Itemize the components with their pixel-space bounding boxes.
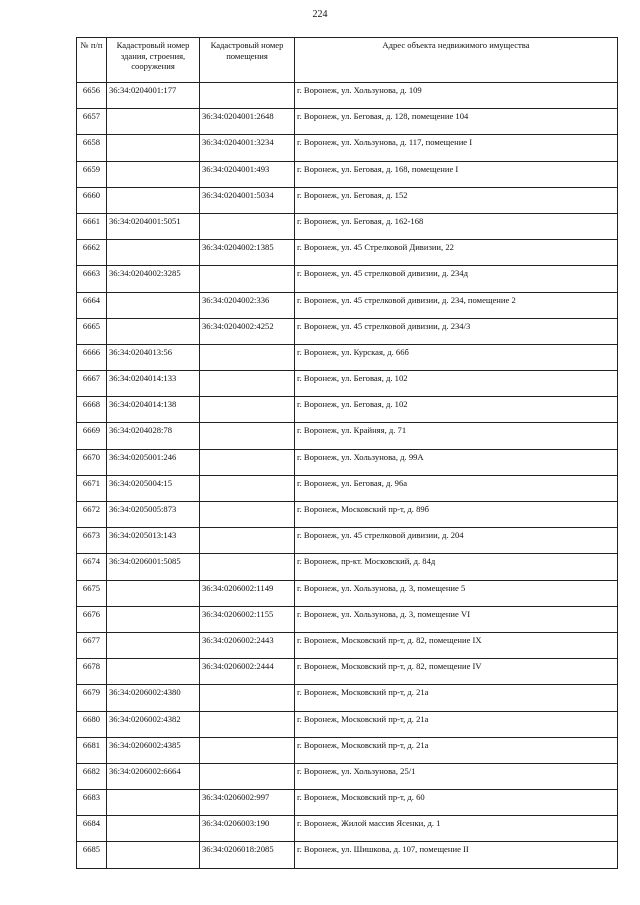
building-cadastral-cell bbox=[107, 632, 200, 658]
premise-cadastral-cell bbox=[200, 475, 295, 501]
premise-cadastral-cell bbox=[200, 737, 295, 763]
building-cadastral-cell: 36:34:0206002:4382 bbox=[107, 711, 200, 737]
table-row bbox=[77, 475, 618, 501]
premise-cadastral-cell bbox=[200, 554, 295, 580]
premise-cadastral-cell bbox=[200, 83, 295, 109]
address-cell: г. Воронеж, Московский пр-т, д. 82, помещение IX bbox=[295, 632, 618, 658]
building-cadastral-cell bbox=[107, 109, 200, 135]
row-number: 6683 bbox=[77, 790, 107, 816]
row-number: 6662 bbox=[77, 240, 107, 266]
table-row bbox=[77, 187, 618, 213]
building-cadastral-cell: 36:34:0204001:177 bbox=[107, 83, 200, 109]
table-row bbox=[77, 292, 618, 318]
address-cell: г. Воронеж, ул. Хользунова, д. 99А bbox=[295, 449, 618, 475]
row-number: 6666 bbox=[77, 344, 107, 370]
building-cadastral-cell bbox=[107, 161, 200, 187]
table-row bbox=[77, 397, 618, 423]
address-cell: г. Воронеж, ул. Шишкова, д. 107, помещение II bbox=[295, 842, 618, 868]
table-row bbox=[77, 318, 618, 344]
table-header-row bbox=[77, 38, 618, 83]
table-row bbox=[77, 213, 618, 239]
address-cell: г. Воронеж, ул. 45 стрелковой дивизии, д. 234, помещение 2 bbox=[295, 292, 618, 318]
premise-cadastral-cell: 36:34:0204001:2648 bbox=[200, 109, 295, 135]
table-row bbox=[77, 711, 618, 737]
table-row bbox=[77, 240, 618, 266]
address-cell: г. Воронеж, ул. Беговая, д. 168, помещение I bbox=[295, 161, 618, 187]
address-cell: г. Воронеж, ул. Беговая, д. 162-168 bbox=[295, 213, 618, 239]
building-cadastral-cell bbox=[107, 292, 200, 318]
premise-cadastral-cell: 36:34:0206002:997 bbox=[200, 790, 295, 816]
table-row bbox=[77, 135, 618, 161]
address-cell: г. Воронеж, ул. 45 Стрелковой Дивизии, 22 bbox=[295, 240, 618, 266]
header-number: № п/п bbox=[77, 38, 107, 83]
row-number: 6664 bbox=[77, 292, 107, 318]
row-number: 6670 bbox=[77, 449, 107, 475]
building-cadastral-cell bbox=[107, 580, 200, 606]
building-cadastral-cell bbox=[107, 606, 200, 632]
building-cadastral-cell: 36:34:0204014:133 bbox=[107, 371, 200, 397]
premise-cadastral-cell: 36:34:0206003:190 bbox=[200, 816, 295, 842]
building-cadastral-cell bbox=[107, 187, 200, 213]
table-row bbox=[77, 790, 618, 816]
building-cadastral-cell: 36:34:0204013:56 bbox=[107, 344, 200, 370]
property-registry-table bbox=[76, 37, 618, 869]
row-number: 6667 bbox=[77, 371, 107, 397]
table-row bbox=[77, 266, 618, 292]
row-number: 6663 bbox=[77, 266, 107, 292]
row-number: 6680 bbox=[77, 711, 107, 737]
table-row bbox=[77, 449, 618, 475]
address-cell: г. Воронеж, Жилой массив Ясенки, д. 1 bbox=[295, 816, 618, 842]
address-cell: г. Воронеж, пр-кт. Московский, д. 84д bbox=[295, 554, 618, 580]
building-cadastral-cell: 36:34:0204014:138 bbox=[107, 397, 200, 423]
table-row bbox=[77, 528, 618, 554]
row-number: 6678 bbox=[77, 659, 107, 685]
premise-cadastral-cell bbox=[200, 711, 295, 737]
building-cadastral-cell bbox=[107, 659, 200, 685]
row-number: 6671 bbox=[77, 475, 107, 501]
table-row bbox=[77, 737, 618, 763]
premise-cadastral-cell: 36:34:0204001:3234 bbox=[200, 135, 295, 161]
premise-cadastral-cell: 36:34:0204001:493 bbox=[200, 161, 295, 187]
row-number: 6674 bbox=[77, 554, 107, 580]
header-address: Адрес объекта недвижимого имущества bbox=[295, 38, 618, 83]
building-cadastral-cell bbox=[107, 318, 200, 344]
building-cadastral-cell bbox=[107, 790, 200, 816]
table-row bbox=[77, 816, 618, 842]
row-number: 6685 bbox=[77, 842, 107, 868]
page-number: 224 bbox=[312, 9, 328, 20]
row-number: 6675 bbox=[77, 580, 107, 606]
table-row bbox=[77, 763, 618, 789]
row-number: 6677 bbox=[77, 632, 107, 658]
row-number: 6676 bbox=[77, 606, 107, 632]
address-cell: г. Воронеж, ул. Хользунова, д. 3, помещение 5 bbox=[295, 580, 618, 606]
table-row bbox=[77, 659, 618, 685]
premise-cadastral-cell: 36:34:0204002:336 bbox=[200, 292, 295, 318]
address-cell: г. Воронеж, ул. Хользунова, д. 109 bbox=[295, 83, 618, 109]
row-number: 6672 bbox=[77, 502, 107, 528]
address-cell: г. Воронеж, ул. Беговая, д. 128, помещение 104 bbox=[295, 109, 618, 135]
building-cadastral-cell bbox=[107, 240, 200, 266]
address-cell: г. Воронеж, ул. 45 стрелковой дивизии, д. 204 bbox=[295, 528, 618, 554]
table-row bbox=[77, 606, 618, 632]
row-number: 6665 bbox=[77, 318, 107, 344]
row-number: 6659 bbox=[77, 161, 107, 187]
table-row bbox=[77, 344, 618, 370]
row-number: 6658 bbox=[77, 135, 107, 161]
row-number: 6669 bbox=[77, 423, 107, 449]
premise-cadastral-cell bbox=[200, 763, 295, 789]
premise-cadastral-cell: 36:34:0204001:5034 bbox=[200, 187, 295, 213]
premise-cadastral-cell: 36:34:0206002:2443 bbox=[200, 632, 295, 658]
header-building-cadastral: Кадастровый номер здания, строения, сооружения bbox=[107, 38, 200, 83]
premise-cadastral-cell: 36:34:0206002:1149 bbox=[200, 580, 295, 606]
address-cell: г. Воронеж, Московский пр-т, д. 60 bbox=[295, 790, 618, 816]
address-cell: г. Воронеж, ул. Хользунова, д. 3, помещение VI bbox=[295, 606, 618, 632]
table-row bbox=[77, 423, 618, 449]
row-number: 6657 bbox=[77, 109, 107, 135]
building-cadastral-cell: 36:34:0205004:15 bbox=[107, 475, 200, 501]
premise-cadastral-cell bbox=[200, 397, 295, 423]
address-cell: г. Воронеж, Московский пр-т, д. 82, помещение IV bbox=[295, 659, 618, 685]
address-cell: г. Воронеж, ул. Хользунова, д. 117, помещение I bbox=[295, 135, 618, 161]
row-number: 6679 bbox=[77, 685, 107, 711]
premise-cadastral-cell bbox=[200, 528, 295, 554]
address-cell: г. Воронеж, ул. Крайняя, д. 71 bbox=[295, 423, 618, 449]
address-cell: г. Воронеж, ул. 45 стрелковой дивизии, д. 234д bbox=[295, 266, 618, 292]
building-cadastral-cell: 36:34:0206002:4385 bbox=[107, 737, 200, 763]
premise-cadastral-cell: 36:34:0206018:2085 bbox=[200, 842, 295, 868]
premise-cadastral-cell: 36:34:0204002:4252 bbox=[200, 318, 295, 344]
premise-cadastral-cell bbox=[200, 685, 295, 711]
building-cadastral-cell: 36:34:0206001:5085 bbox=[107, 554, 200, 580]
address-cell: г. Воронеж, Московский пр-т, д. 21а bbox=[295, 737, 618, 763]
row-number: 6682 bbox=[77, 763, 107, 789]
building-cadastral-cell: 36:34:0204001:5051 bbox=[107, 213, 200, 239]
row-number: 6684 bbox=[77, 816, 107, 842]
address-cell: г. Воронеж, ул. Курская, д. 66б bbox=[295, 344, 618, 370]
address-cell: г. Воронеж, ул. 45 стрелковой дивизии, д. 234/3 bbox=[295, 318, 618, 344]
address-cell: г. Воронеж, Московский пр-т, д. 21а bbox=[295, 711, 618, 737]
row-number: 6660 bbox=[77, 187, 107, 213]
premise-cadastral-cell bbox=[200, 344, 295, 370]
premise-cadastral-cell: 36:34:0206002:1155 bbox=[200, 606, 295, 632]
row-number: 6661 bbox=[77, 213, 107, 239]
table-row bbox=[77, 580, 618, 606]
table-row bbox=[77, 109, 618, 135]
row-number: 6673 bbox=[77, 528, 107, 554]
building-cadastral-cell: 36:34:0205005:873 bbox=[107, 502, 200, 528]
premise-cadastral-cell bbox=[200, 423, 295, 449]
address-cell: г. Воронеж, ул. Хользунова, 25/1 bbox=[295, 763, 618, 789]
row-number: 6668 bbox=[77, 397, 107, 423]
premise-cadastral-cell bbox=[200, 371, 295, 397]
address-cell: г. Воронеж, ул. Беговая, д. 102 bbox=[295, 397, 618, 423]
premise-cadastral-cell bbox=[200, 266, 295, 292]
premise-cadastral-cell bbox=[200, 213, 295, 239]
building-cadastral-cell bbox=[107, 135, 200, 161]
table-row bbox=[77, 161, 618, 187]
row-number: 6681 bbox=[77, 737, 107, 763]
table-row bbox=[77, 83, 618, 109]
header-premise-cadastral: Кадастровый номер помещения bbox=[200, 38, 295, 83]
table-row bbox=[77, 842, 618, 868]
premise-cadastral-cell bbox=[200, 502, 295, 528]
building-cadastral-cell: 36:34:0204002:3285 bbox=[107, 266, 200, 292]
building-cadastral-cell: 36:34:0206002:6664 bbox=[107, 763, 200, 789]
building-cadastral-cell: 36:34:0205001:246 bbox=[107, 449, 200, 475]
table-row bbox=[77, 685, 618, 711]
building-cadastral-cell: 36:34:0204028:78 bbox=[107, 423, 200, 449]
building-cadastral-cell bbox=[107, 842, 200, 868]
table-row bbox=[77, 502, 618, 528]
premise-cadastral-cell bbox=[200, 449, 295, 475]
address-cell: г. Воронеж, ул. Беговая, д. 152 bbox=[295, 187, 618, 213]
address-cell: г. Воронеж, ул. Беговая, д. 102 bbox=[295, 371, 618, 397]
address-cell: г. Воронеж, Московский пр-т, д. 89б bbox=[295, 502, 618, 528]
building-cadastral-cell: 36:34:0205013:143 bbox=[107, 528, 200, 554]
premise-cadastral-cell: 36:34:0206002:2444 bbox=[200, 659, 295, 685]
address-cell: г. Воронеж, ул. Беговая, д. 96а bbox=[295, 475, 618, 501]
building-cadastral-cell bbox=[107, 816, 200, 842]
row-number: 6656 bbox=[77, 83, 107, 109]
table-row bbox=[77, 554, 618, 580]
premise-cadastral-cell: 36:34:0204002:1385 bbox=[200, 240, 295, 266]
building-cadastral-cell: 36:34:0206002:4380 bbox=[107, 685, 200, 711]
address-cell: г. Воронеж, Московский пр-т, д. 21а bbox=[295, 685, 618, 711]
table-row bbox=[77, 632, 618, 658]
table-row bbox=[77, 371, 618, 397]
